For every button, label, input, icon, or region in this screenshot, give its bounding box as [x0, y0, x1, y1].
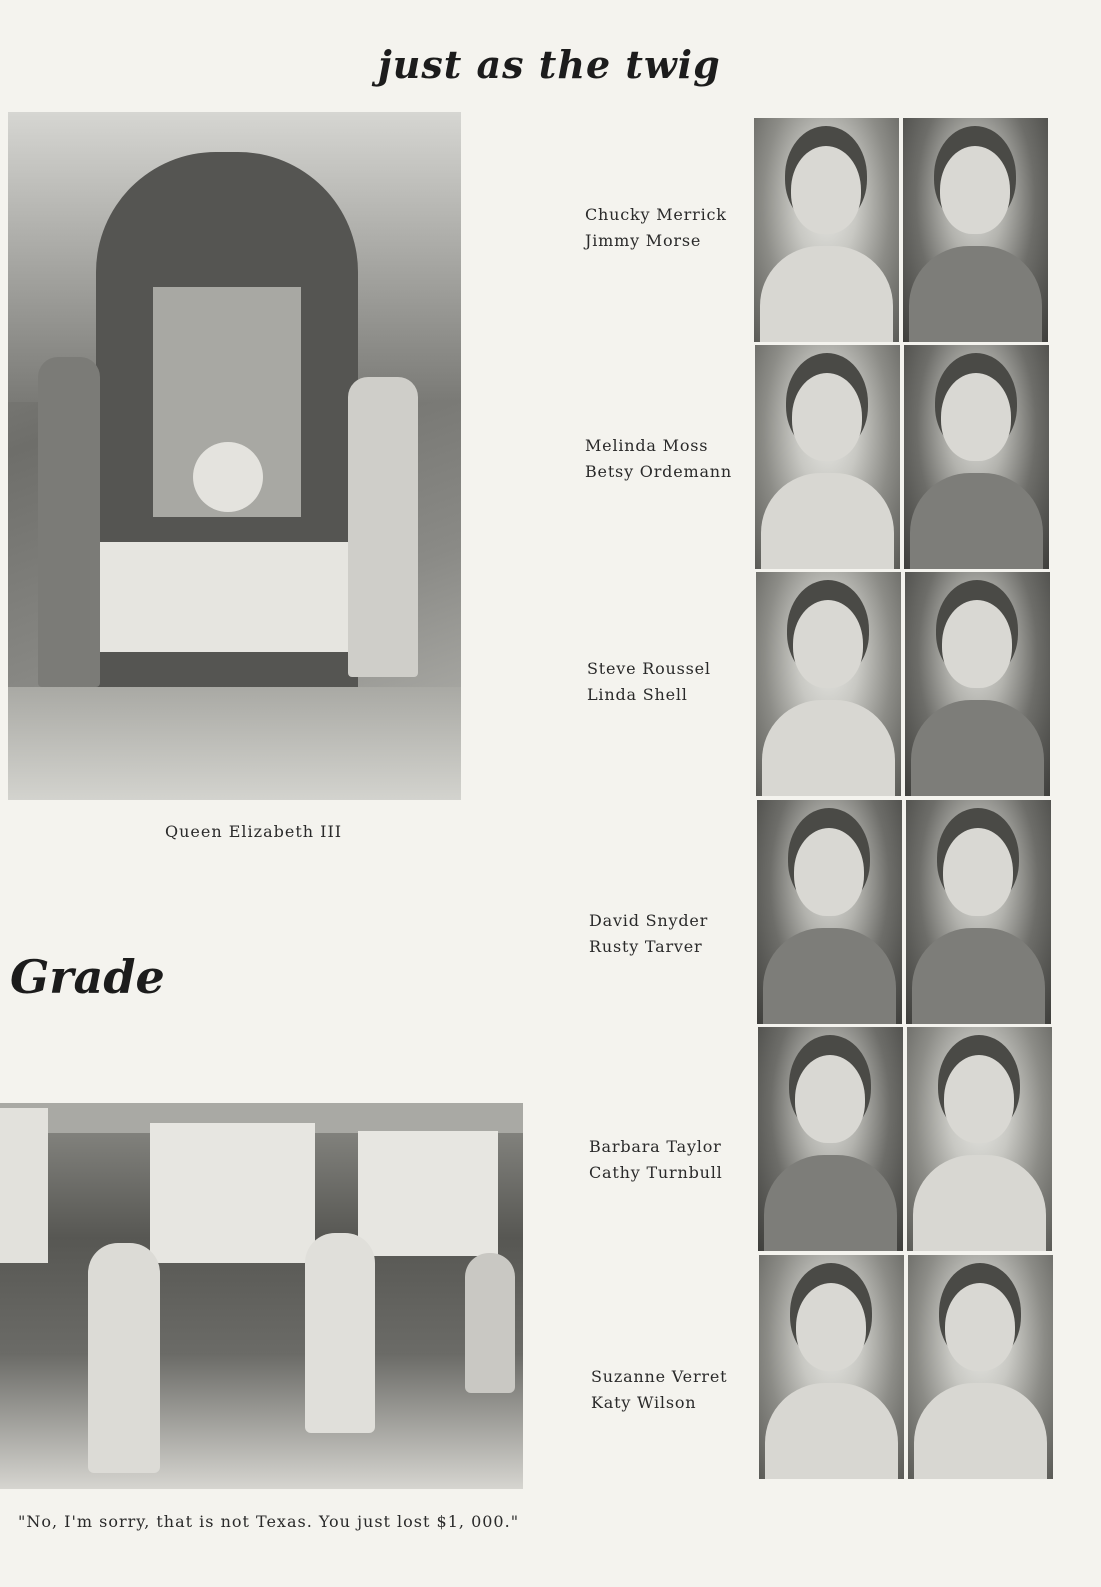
desks-area [0, 1353, 523, 1489]
page-title: just as the twig [378, 42, 721, 87]
student-name: Linda Shell [587, 685, 688, 704]
student-name: Melinda Moss [585, 436, 709, 455]
student-name: David Snyder [589, 911, 709, 930]
name-pair-3 [587, 656, 711, 708]
portrait [903, 118, 1048, 342]
portrait-head [941, 373, 1011, 461]
grade-heading: Grade [10, 950, 165, 1004]
portrait-head [942, 600, 1012, 688]
portrait-shoulders [911, 700, 1044, 796]
name-pair-4 [589, 908, 708, 960]
queen-elizabeth-photo [8, 112, 461, 800]
portrait-shoulders [913, 1155, 1046, 1251]
portrait-head [792, 373, 862, 461]
portrait-head [940, 146, 1010, 234]
student-name: Cathy Turnbull [589, 1163, 723, 1182]
portrait-shoulders [764, 1155, 897, 1251]
portrait [759, 1255, 904, 1479]
portrait-head [794, 828, 864, 916]
classroom-photo [0, 1103, 523, 1489]
portrait-shoulders [910, 473, 1043, 569]
carriage-wheels-panel [100, 542, 355, 652]
student-name: Suzanne Verret [591, 1367, 728, 1386]
portrait [905, 572, 1050, 796]
portrait [754, 118, 899, 342]
map-poster-left [0, 1108, 48, 1263]
portrait-shoulders [909, 246, 1042, 342]
portrait-shoulders [765, 1383, 898, 1479]
portrait-shoulders [912, 928, 1045, 1024]
portrait [756, 572, 901, 796]
portrait-head [945, 1283, 1015, 1371]
student-name: Barbara Taylor [589, 1137, 722, 1156]
student-center [305, 1233, 375, 1433]
map-poster-center [150, 1123, 315, 1263]
student-name: Betsy Ordemann [585, 462, 732, 481]
portrait [906, 800, 1051, 1024]
portrait-head [791, 146, 861, 234]
queen-photo-caption: Queen Elizabeth III [165, 822, 343, 841]
portrait [755, 345, 900, 569]
portrait-head [944, 1055, 1014, 1143]
name-pair-5 [589, 1134, 723, 1186]
student-name: Jimmy Morse [585, 231, 702, 250]
student-name: Chucky Merrick [585, 205, 727, 224]
portrait [907, 1027, 1052, 1251]
name-pair-2 [585, 433, 732, 485]
student-left [88, 1243, 160, 1473]
classroom-photo-caption: "No, I'm sorry, that is not Texas. You just lost $1, 000." [18, 1512, 520, 1531]
portrait-head [943, 828, 1013, 916]
portrait-shoulders [763, 928, 896, 1024]
boy-left [38, 357, 100, 687]
portrait-head [795, 1055, 865, 1143]
portrait [908, 1255, 1053, 1479]
portrait-head [793, 600, 863, 688]
portrait-shoulders [914, 1383, 1047, 1479]
map-poster-right [358, 1131, 498, 1256]
portrait-shoulders [760, 246, 893, 342]
student-name: Katy Wilson [591, 1393, 697, 1412]
portrait-shoulders [762, 700, 895, 796]
name-pair-1 [585, 202, 727, 254]
portrait-head [796, 1283, 866, 1371]
boy-right [348, 377, 418, 677]
ground [8, 687, 461, 800]
student-name: Steve Roussel [587, 659, 711, 678]
student-right [465, 1253, 515, 1393]
name-pair-6 [591, 1364, 727, 1416]
portrait [904, 345, 1049, 569]
portrait-shoulders [761, 473, 894, 569]
student-name: Rusty Tarver [589, 937, 703, 956]
portrait [758, 1027, 903, 1251]
flower-emblem [193, 442, 263, 512]
portrait [757, 800, 902, 1024]
